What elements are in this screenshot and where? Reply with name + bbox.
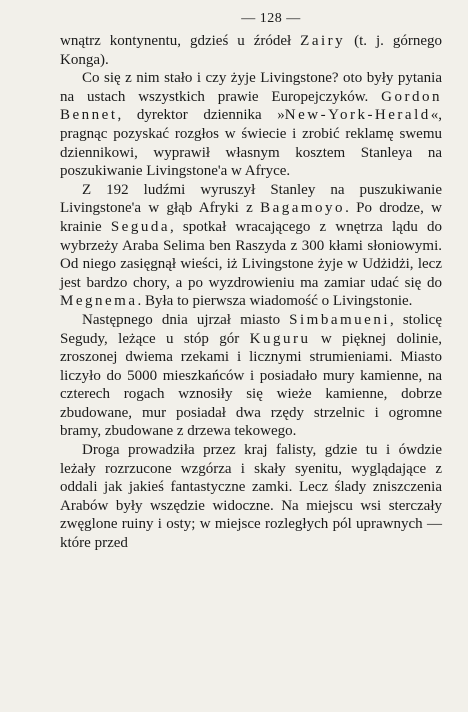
spaced-text: Kuguru <box>249 330 311 347</box>
spaced-text: Megnema <box>60 293 138 310</box>
paragraph-4 <box>60 311 442 441</box>
text-run: (t. j. górnego Konga). <box>60 33 443 68</box>
text-run: , stolicę Segudy, leżące u stóp gór <box>60 311 443 347</box>
paragraph-3 <box>60 181 442 311</box>
text-run: w pięknej dolinie, zroszonej dwiema rzekami i licznymi strumieniami. Miasto liczyło do 5000 mieszkańców i posiadało mury kamienne, na czterech rogach wznosiły się wieże kamienne, dobrze zbudowane, mur posiadał dwa rzędy strzelnic i ogromne bramy, zbudowane z drzewa tekowego. <box>60 330 442 440</box>
spaced-text: Bagamoyo <box>260 200 346 217</box>
text-run: Droga prowadziła przez kraj falisty, gdzie tu i ówdzie leżały rozrzucone wzgórza i skały syenitu, wyglądające z oddali jak jakieś fantastyczne zamki. Lecz ślady zniszczenia Arabów były wszędzie widoczne. Na miejscu wsi sterczały zwęglone ruiny i osty; w miejsce rozległych pól uprawnych — które przed <box>60 442 442 552</box>
spaced-text: Seguda <box>110 218 170 235</box>
paragraph-2 <box>60 69 442 181</box>
text-run: Następnego dnia ujrzał miasto <box>82 311 290 328</box>
spaced-text: Zairy <box>300 33 346 49</box>
page-number: — 128 — <box>241 11 301 26</box>
text-run: . Po drodze, w krainie <box>60 200 442 235</box>
page-body <box>60 32 442 553</box>
text-run: Co się z nim stało i czy żyje Livingstone? oto były pytania na ustach wszystkich prawie Europejczyków. <box>60 70 442 105</box>
spaced-text: Gordon Bennet <box>60 88 442 124</box>
text-run: «, pragnąc pozyskać rozgłos w świecie i zrobić reklamę swemu dziennikowi, wyprawił własnym kosztem Stanleya na poszukiwanie Livingstone'a w Afryce. <box>60 107 442 180</box>
text-run: , spotkał wracającego z wnętrza lądu do wybrzeży Araba Selima ben Raszyda z 300 kłami słoniowymi. Od niego zasięgnął wieści, iż Livingstone żyje w Udżidżi, lecz jest bardzo chory, a po wyzdrowieniu ma zamiar udać się do <box>60 218 442 291</box>
spaced-text: New-York-Herald <box>284 107 431 124</box>
text-run: Z 192 ludźmi wyruszył Stanley na puszukiwanie Livingstone'a w głąb Afryki z <box>60 181 442 217</box>
paragraph-1 <box>60 32 442 69</box>
paragraph-5 <box>60 441 442 553</box>
text-run: wnątrz kontynentu, gdzieś u źródeł <box>60 33 301 49</box>
text-run: , dyrektor dziennika » <box>117 107 285 124</box>
text-run: . Była to pierwsza wiadomość o Livingstonie. <box>137 293 413 310</box>
spaced-text: Simbamueni <box>289 311 390 328</box>
